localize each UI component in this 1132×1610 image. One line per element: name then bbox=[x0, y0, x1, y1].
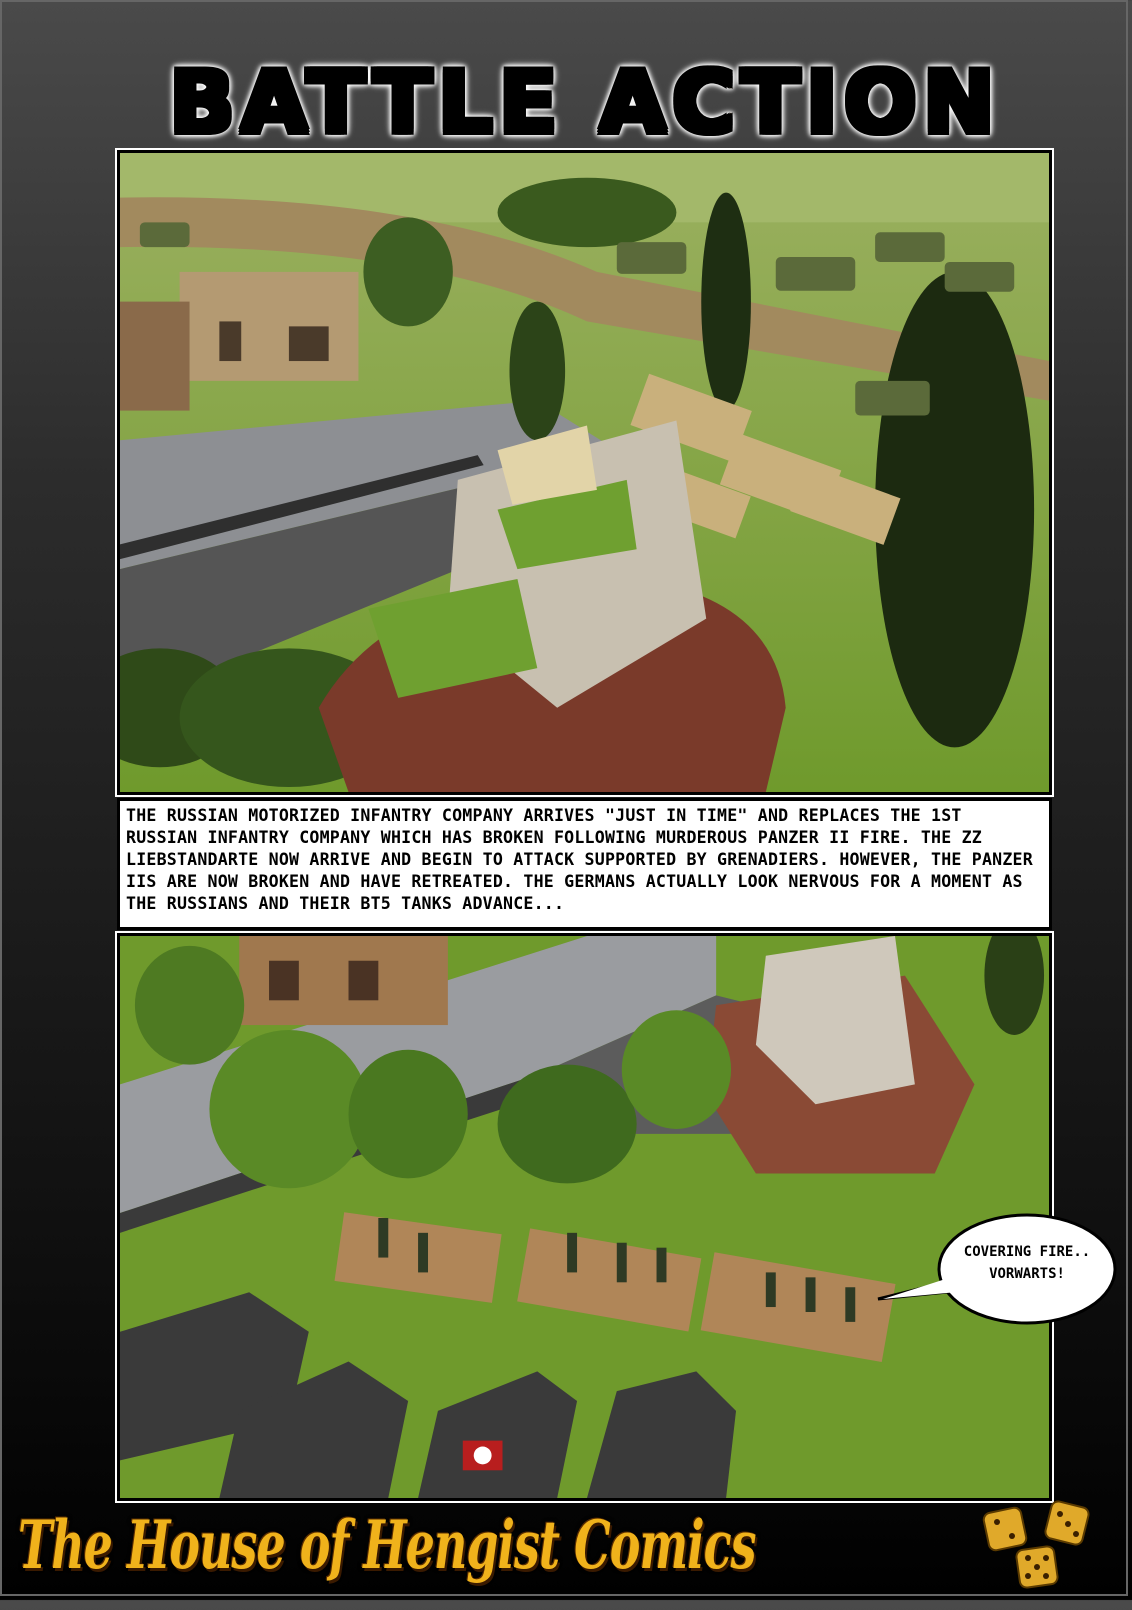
speech-bubble bbox=[938, 1213, 1128, 1325]
publisher-logo: The House of Hengist Comics bbox=[18, 1505, 756, 1585]
narration-caption: THE RUSSIAN MOTORIZED INFANTRY COMPANY ARRIVES "JUST IN TIME" AND REPLACES THE 1ST RUSSIAN INFANTRY COMPANY WHICH HAS BROKEN FOLLOWING MURDEROUS PANZER II FIRE. THE ZZ LIEBSTANDARTE NOW ARRIVE AND BEGIN TO ATTACK SUPPORTED BY GRENADIERS. HOWEVER, THE PANZER IIS ARE NOW BROKEN AND HAVE RETREATED. THE GERMANS ACTUALLY LOOK NERVOUS FOR A MOMENT AS THE RUSSIANS AND THEIR BT5 TANKS ADVANCE... bbox=[117, 798, 1052, 930]
top-photo-scene bbox=[120, 153, 1049, 792]
top-battle-photo bbox=[117, 150, 1052, 795]
speech-bubble-text: COVERING FIRE.. VORWARTS! bbox=[963, 1244, 1091, 1282]
page-title: BATTLE ACTION bbox=[169, 53, 1001, 153]
dice-icon bbox=[982, 1500, 1094, 1592]
